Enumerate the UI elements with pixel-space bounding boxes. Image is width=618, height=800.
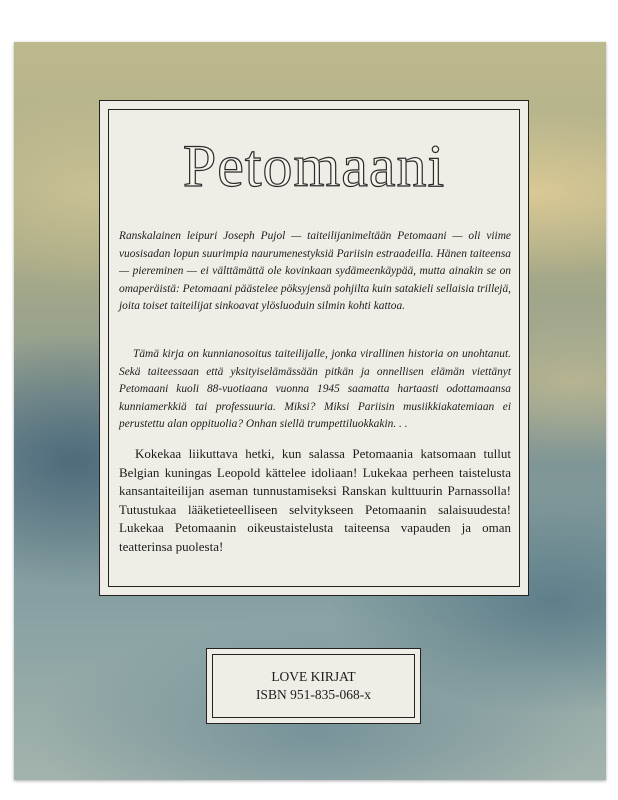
publisher-box-frame bbox=[212, 654, 415, 718]
blurb-paragraph-3: Kokekaa liikuttava hetki, kun salassa Petomaania katsomaan tullut Belgian kuningas Leopold kättelee idoliaan! Lukekaa perheen taistelusta kansantaiteilijan aseman tunnustamiseksi Ranskan kulttuurin Parnassolla! Tutustukaa lääketieteelliseen selvitykseen Petomaanin salaisuudesta! Lukekaa Petomaanin oikeustaistelusta taiteensa vapauden ja oman teatterinsa puolesta! bbox=[119, 446, 511, 554]
book-back-cover bbox=[14, 42, 606, 780]
text-panel bbox=[99, 100, 529, 596]
blurb-paragraph-2: Tämä kirja on kunnianosoitus taiteilijalle, jonka virallinen historia on unohtanut. Sekä taiteessaan että yksityiselämässään pitkän ja onnellisen elämän viettänyt Petomaani kuoli 88-vuotiaana vuonna 1945 saamatta hartaasti odottamaansa kunniamerkkiä tai professuuria. Miksi? Miksi Pariisin musiikkiakatemiaan ei perustettu alan oppituolia? Onhan siellä trumpettiluokkakin. . . bbox=[119, 348, 511, 430]
book-title: Petomaani bbox=[182, 133, 446, 199]
isbn-number: ISBN 951-835-068-x bbox=[255, 687, 372, 702]
text-panel-frame bbox=[108, 109, 520, 587]
blurb-paragraph-1: Ranskalainen leipuri Joseph Pujol — taiteilijanimeltään Petomaani — oli viime vuosisadan lopun suurimpia naurumenestyksiä Pariisin estraadeilla. Hänen taiteensa — piereminen — ei välttämättä ole kovinkaan sydämeenkäypää, mutta ainakin se on omaperäistä: Petomaani päästelee pöksyjensä pohjilta kuin satakieli sellaisia trillejä, joita toiset taiteilijat sinkoavat ylösluoduin silmin kohti kattoa. bbox=[119, 230, 511, 312]
publisher-name: LOVE KIRJAT bbox=[271, 669, 356, 684]
publisher-box bbox=[206, 648, 421, 724]
